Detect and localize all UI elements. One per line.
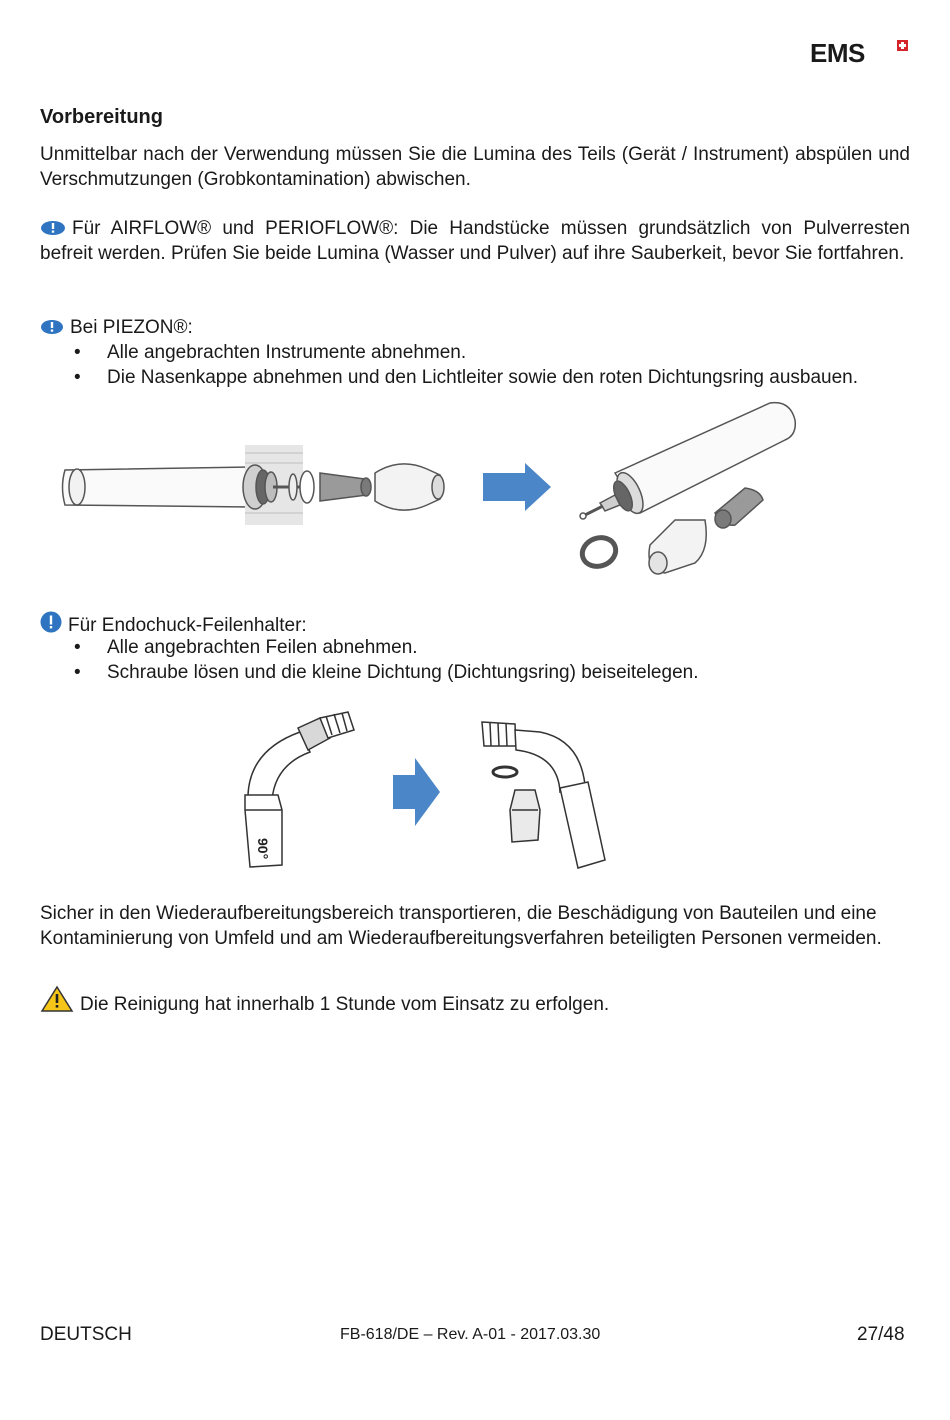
right-arrow-icon	[483, 463, 551, 511]
piezon-list	[40, 341, 910, 390]
endochuck-disassembly-figure	[240, 710, 620, 875]
endochuck-title-text: Für Endochuck-Feilenhalter:	[68, 615, 307, 636]
airflow-note	[40, 217, 910, 266]
swiss-cross-icon	[897, 40, 908, 51]
warning-icon	[40, 985, 74, 1013]
transport-paragraph: Sicher in den Wiederaufbereitungsbereich transportieren, die Beschädigung von Bauteilen und eine Kontaminierung von Umfeld und am Wiederaufbereitungsverfahren beteiligten Personen vermeiden.	[40, 903, 882, 949]
info-icon	[40, 220, 66, 236]
page-title: Vorbereitung	[40, 106, 163, 128]
footer-doc-ref: FB-618/DE – Rev. A-01 - 2017.03.30	[340, 1326, 601, 1343]
list-item: • Alle angebrachten Feilen abnehmen.	[40, 636, 910, 661]
list-item: • Schraube lösen und die kleine Dichtung (Dichtungsring) beiseitelegen.	[40, 661, 910, 686]
piezon-title	[40, 316, 910, 341]
piezon-title-text: Bei PIEZON®:	[70, 317, 193, 338]
list-item: • Alle angebrachten Instrumente abnehmen.	[40, 341, 910, 366]
piezon-disassembly-figure	[55, 395, 805, 585]
endochuck-list	[40, 636, 910, 685]
endochuck-disassembled	[482, 722, 605, 868]
footer-page-number: 27/48	[857, 1324, 905, 1345]
footer-language: DEUTSCH	[40, 1324, 132, 1345]
angle-label: 90°	[255, 838, 271, 860]
endochuck-title	[40, 611, 910, 639]
info-icon	[40, 319, 64, 335]
warning-note	[40, 985, 910, 1018]
list-item: • Die Nasenkappe abnehmen und den Lichtleiter sowie den roten Dichtungsring ausbauen.	[40, 366, 910, 391]
handpiece-assembled	[63, 445, 445, 525]
ems-logo: EMS	[810, 38, 865, 68]
airflow-note-text: Für AIRFLOW® und PERIOFLOW®: Die Handstücke müssen grundsätzlich von Pulverresten befreit werden. Prüfen Sie beide Lumina (Wasser und Pulver) auf ihre Sauberkeit, bevor Sie fortfahren.	[40, 218, 910, 264]
right-arrow-icon	[393, 758, 440, 826]
info-icon	[40, 611, 62, 633]
warning-text: Die Reinigung hat innerhalb 1 Stunde vom Einsatz zu erfolgen.	[80, 994, 610, 1015]
intro-paragraph: Unmittelbar nach der Verwendung müssen Sie die Lumina des Teils (Gerät / Instrument) abspülen und Verschmutzungen (Grobkontamination) abwischen.	[40, 144, 910, 190]
handpiece-disassembled	[578, 403, 795, 574]
